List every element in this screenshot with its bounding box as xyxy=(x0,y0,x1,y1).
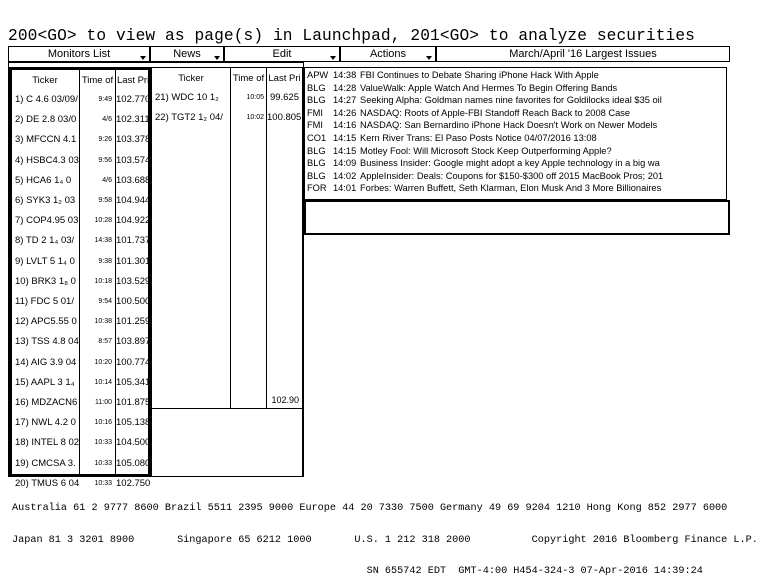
news-item[interactable] xyxy=(307,82,725,94)
last-price-cell: 103.897 xyxy=(116,336,151,348)
news-item[interactable] xyxy=(307,94,725,106)
largest-issues-label: March/April '16 Largest Issues xyxy=(509,48,657,60)
last-price-cell: 101.301 xyxy=(116,255,151,267)
last-price-cell: 102.750 xyxy=(116,477,151,489)
ticker-cell: 11) FDC 5 01/ xyxy=(15,296,74,307)
last-price-cell: 99.625 xyxy=(269,92,299,103)
time-cell: 9:56 xyxy=(98,156,112,164)
table-row[interactable] xyxy=(12,433,151,453)
time-cell: 9:54 xyxy=(98,298,112,305)
chevron-down-icon xyxy=(426,56,432,60)
last-price-cell: 105.080 xyxy=(116,457,151,469)
time-cell: 4/6 xyxy=(102,176,112,184)
last-price-cell: 103.378 xyxy=(116,134,151,146)
table-row[interactable] xyxy=(12,393,151,413)
time-cell: 10:05 xyxy=(246,94,264,101)
last-price-cell: 105.341 xyxy=(116,376,151,388)
table-row[interactable] xyxy=(12,191,151,211)
news-item[interactable] xyxy=(307,182,725,194)
table-row[interactable] xyxy=(12,252,151,272)
news-headline: Kern River Trans: El Paso Posts Notice 04/07/2016 13:08 xyxy=(360,133,597,143)
last-price-cell: 103.688 xyxy=(116,174,151,186)
last-price-cell: 104.922 xyxy=(116,215,151,227)
last-price-cell: 102.770 xyxy=(116,94,151,105)
last-price-cell: 102.311 xyxy=(116,114,150,126)
news-time: 14:15 xyxy=(333,133,357,143)
ticker-cell: 15) AAPL 3 1₄ xyxy=(15,376,75,388)
table-row[interactable] xyxy=(12,413,151,433)
largest-issues-title[interactable] xyxy=(436,46,730,62)
time-cell: 8:57 xyxy=(98,338,112,346)
footer-phone-line-2: Japan 81 3 3201 8900 Singapore 65 6212 1000 U.S. 1 212 318 2000 Copyright 2016 Bloomberg Finance L.P. xyxy=(12,534,758,546)
ticker-column-header[interactable]: Ticker xyxy=(32,75,58,86)
menu-bar xyxy=(8,46,730,62)
table-row[interactable] xyxy=(12,272,151,292)
footer-session-line: SN 655742 EDT GMT-4:00 H454-324-3 07-Apr-2016 14:39:24 xyxy=(12,566,703,577)
last-price-cell: 102.90 xyxy=(271,395,299,405)
news-time: 14:15 xyxy=(333,145,357,156)
footer-phone-line-1: Australia 61 2 9777 8600 Brazil 5511 2395 9000 Europe 44 20 7330 7500 Germany 49 69 9204 1210 Hong Kong 852 2977 6000 xyxy=(12,503,728,514)
last-price-cell: 104.944 xyxy=(116,195,151,206)
news-time: 14:27 xyxy=(333,95,357,106)
last-price-cell: 103.574 xyxy=(116,154,151,166)
news-time: 14:16 xyxy=(333,120,357,131)
news-time: 14:01 xyxy=(333,183,357,194)
news-source: CO1 xyxy=(307,133,327,143)
chevron-down-icon xyxy=(140,56,146,60)
time-cell: 4/6 xyxy=(102,116,112,124)
ticker-cell: 10) BRK3 1₈ 0 xyxy=(15,275,76,287)
last-price-cell: 100.805 xyxy=(267,112,302,124)
monitor-panel-1 xyxy=(9,67,151,489)
ticker-cell: 16) MDZACN6 xyxy=(15,397,78,408)
ticker-cell: 20) TMUS 6 04 xyxy=(15,477,80,489)
news-headline: Business Insider: Google might adopt a key Apple technology in a big wa xyxy=(360,158,660,169)
news-headline: NASDAQ: Roots of Apple-FBI Standoff Reach Back to 2008 Case xyxy=(360,107,631,118)
news-source: FMI xyxy=(307,107,324,118)
time-cell: 10:02 xyxy=(246,114,264,122)
actions-menu[interactable] xyxy=(340,46,436,62)
ticker-column-header[interactable]: Ticker xyxy=(178,73,204,84)
last-price-cell: 103.529 xyxy=(116,275,151,287)
last-price-cell: 101.875 xyxy=(116,397,151,408)
time-cell: 10:33 xyxy=(94,479,112,487)
table-row[interactable] xyxy=(152,108,302,128)
last-price-cell: 104.500 xyxy=(116,437,151,449)
table-row[interactable] xyxy=(12,373,151,393)
time-cell: 10:16 xyxy=(94,419,112,427)
news-item[interactable] xyxy=(307,157,725,169)
ticker-cell: 18) INTEL 8 02 xyxy=(15,437,80,449)
news-item[interactable] xyxy=(307,119,725,131)
news-headline: FBI Continues to Debate Sharing iPhone Hack With Apple xyxy=(360,70,599,80)
command-line: 200<GO> to view as page(s) in Launchpad, 201<GO> to analyze securities xyxy=(8,27,695,45)
news-item[interactable] xyxy=(307,170,725,182)
table-row[interactable] xyxy=(12,312,151,332)
monitor-panel-2 xyxy=(151,67,303,477)
ticker-cell: 13) TSS 4.8 04 xyxy=(15,336,79,348)
table-row[interactable] xyxy=(12,90,151,110)
news-item[interactable] xyxy=(307,69,725,81)
table-row[interactable] xyxy=(12,332,151,352)
news-headline: AppleInsider: Deals: Coupons for $150-$300 off 2015 MacBook Pros; 201 xyxy=(360,170,664,181)
time-cell: 14:38 xyxy=(94,237,112,245)
news-source: BLG xyxy=(307,158,326,169)
table-row[interactable] xyxy=(152,88,302,108)
ticker-cell: 5) HCA6 1₄ 0 xyxy=(15,174,72,186)
time-cell: 11:00 xyxy=(95,399,112,406)
table-row[interactable] xyxy=(12,130,151,150)
table-row[interactable] xyxy=(12,353,151,373)
ticker-cell: 21) WDC 10 1₂ xyxy=(155,92,219,103)
news-time: 14:09 xyxy=(333,158,357,169)
last-price-cell: 105.138 xyxy=(116,417,151,429)
last-price-cell: 101.737 xyxy=(116,235,151,247)
last-price-column-header[interactable]: Last Pri xyxy=(268,73,301,84)
news-headline: ValueWalk: Apple Watch And Hermes To Begin Offering Bands xyxy=(360,82,618,93)
time-cell: 9:49 xyxy=(98,96,112,103)
news-source: BLG xyxy=(307,82,326,93)
chevron-down-icon xyxy=(214,56,220,60)
time-cell: 9:26 xyxy=(98,136,112,144)
news-source: FOR xyxy=(307,183,327,194)
ticker-cell: 17) NWL 4.2 0 xyxy=(15,417,76,429)
empty-panel xyxy=(304,200,730,235)
news-source: APW xyxy=(307,70,329,80)
time-cell: 10:18 xyxy=(94,277,112,285)
last-price-column-header[interactable]: Last Pri xyxy=(117,75,150,86)
ticker-cell: 6) SYK3 1₂ 03 xyxy=(15,195,76,206)
ticker-cell: 19) CMCSA 3. xyxy=(15,457,76,469)
table-row[interactable] xyxy=(12,454,151,474)
news-item[interactable] xyxy=(307,107,725,119)
edit-menu[interactable] xyxy=(224,46,340,62)
ticker-cell: 8) TD 2 1₄ 03/ xyxy=(15,235,75,247)
ticker-cell: 14) AIG 3.9 04 xyxy=(15,356,77,368)
time-cell: 10:14 xyxy=(94,378,112,386)
ticker-cell: 3) MFCCN 4.1 xyxy=(15,134,77,146)
ticker-cell: 1) C 4.6 03/09/ xyxy=(15,94,78,105)
time-cell: 10:28 xyxy=(94,217,112,225)
table-row[interactable] xyxy=(12,231,151,251)
table-row[interactable] xyxy=(12,171,151,191)
monitors-list-label: Monitors List xyxy=(47,48,111,60)
news-source: BLG xyxy=(307,170,326,181)
ticker-cell: 22) TGT2 1₂ 04/ xyxy=(155,112,223,124)
monitors-list-menu[interactable] xyxy=(8,46,150,62)
news-label: News xyxy=(173,48,201,60)
table-row[interactable] xyxy=(12,211,151,231)
actions-label: Actions xyxy=(369,48,407,60)
time-cell: 10:33 xyxy=(94,459,112,467)
news-menu[interactable] xyxy=(150,46,224,62)
time-cell: 10:38 xyxy=(94,318,112,326)
last-price-cell: 100.774 xyxy=(116,356,151,368)
news-source: FMI xyxy=(307,120,324,131)
table-row[interactable] xyxy=(12,151,151,171)
ticker-cell: 7) COP4.95 03 xyxy=(15,215,79,227)
news-headline: NASDAQ: San Bernardino iPhone Hack Doesn't Work on Newer Models xyxy=(360,120,658,131)
time-cell: 10:33 xyxy=(94,439,112,447)
news-panel xyxy=(304,67,727,200)
ticker-cell: 12) APC5.55 0 xyxy=(15,316,77,328)
ticker-cell: 9) LVLT 5 1₄ 0 xyxy=(15,255,75,267)
monitor-2-extra-row[interactable] xyxy=(267,392,299,412)
time-column-header[interactable]: Time of xyxy=(81,75,114,86)
table-row[interactable] xyxy=(12,110,148,130)
time-cell: 9:58 xyxy=(98,197,112,204)
table-row[interactable] xyxy=(12,292,151,312)
chevron-down-icon xyxy=(330,56,336,60)
news-item[interactable] xyxy=(307,132,725,144)
news-time: 14:28 xyxy=(333,82,357,93)
news-source: BLG xyxy=(307,145,326,156)
time-column-header[interactable]: Time of xyxy=(232,73,265,84)
time-cell: 10:20 xyxy=(94,358,112,366)
edit-label: Edit xyxy=(272,48,292,60)
news-time: 14:38 xyxy=(333,70,357,80)
ticker-cell: 4) HSBC4.3 03 xyxy=(15,154,79,166)
ticker-cell: 2) DE 2.8 03/0 xyxy=(15,114,77,126)
time-cell: 9:38 xyxy=(98,257,112,265)
news-time: 14:26 xyxy=(333,107,357,118)
footer xyxy=(12,483,758,588)
news-headline: Seeking Alpha: Goldman names nine favorites for Goldilocks ideal $35 oil xyxy=(360,95,662,106)
last-price-cell: 100.500 xyxy=(116,296,151,307)
last-price-cell: 101.259 xyxy=(116,316,151,328)
news-source: BLG xyxy=(307,95,326,106)
news-headline: Forbes: Warren Buffett, Seth Klarman, Elon Musk And 3 More Billionaires xyxy=(360,183,662,194)
news-headline: Motley Fool: Will Microsoft Stock Keep Outperforming Apple? xyxy=(360,145,612,156)
news-item[interactable] xyxy=(307,145,725,157)
news-time: 14:02 xyxy=(333,170,357,181)
